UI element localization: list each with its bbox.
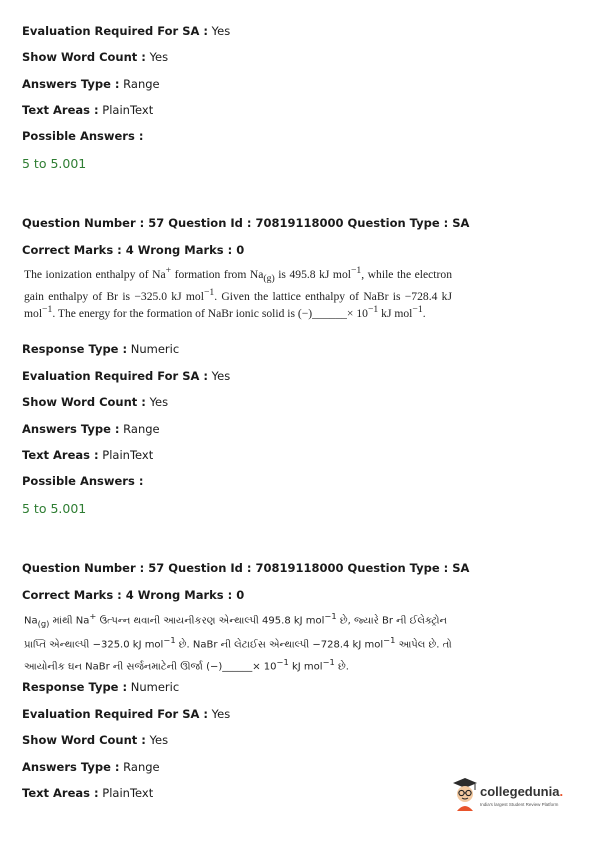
eval-required-row: Evaluation Required For SA : Yes — [22, 24, 231, 38]
answers-type-row: Answers Type : Range — [22, 422, 160, 436]
text-areas-row: Text Areas : PlainText — [22, 786, 154, 800]
eval-required-row: Evaluation Required For SA : Yes — [22, 369, 231, 383]
eval-required-row: Evaluation Required For SA : Yes — [22, 707, 231, 721]
possible-answer-value: 5 to 5.001 — [22, 501, 87, 516]
response-type-row: Response Type : Numeric — [22, 342, 180, 356]
word-count-row: Show Word Count : Yes — [22, 50, 169, 64]
collegedunia-logo — [452, 772, 582, 820]
question-number-row: Question Number : 57 Question Id : 70819118000 Question Type : SA — [22, 561, 470, 575]
word-count-row: Show Word Count : Yes — [22, 395, 169, 409]
question-text-gujarati: $Na_{(g)}$ માંથી Na+ ઉત્પન્ન થવાની આયનીકરણ એન્થાલ્પી 495.8 kJ mol$^{-1}$ છે, જ્યારે Br ની ઈલેક્ટ્રોન પ્રાપ્તિ એન્થાલ્પી −325.0 kJ mol$^{-1}$ છે. NaBr ની લેટાઈસ એન્થાલ્પી −728.4 kJ mol$^{-1}$ આપેલ છે. તો આયોનીક ઘન NaBr ની સર્જનમાટેની ઊર્જા (−)______× $10^{-1}$ kJ mol$^{-1}$ છે. — [24, 611, 452, 672]
possible-answers-label: Possible Answers : — [22, 474, 144, 488]
answers-type-row: Answers Type : Range — [22, 77, 160, 91]
text-areas-row: Text Areas : PlainText — [22, 103, 154, 117]
marks-row: Correct Marks : 4 Wrong Marks : 0 — [22, 588, 245, 602]
question-number-row: Question Number : 57 Question Id : 70819118000 Question Type : SA — [22, 216, 470, 230]
possible-answers-label: Possible Answers : — [22, 129, 144, 143]
text-areas-row: Text Areas : PlainText — [22, 448, 154, 462]
marks-row: Correct Marks : 4 Wrong Marks : 0 — [22, 243, 245, 257]
response-type-row: Response Type : Numeric — [22, 680, 180, 694]
logo-tagline: India's largest Student Review Platform — [480, 802, 559, 807]
question-text-english: The ionization enthalpy of Na+ formation from $Na_{(g)}$ is 495.8 kJ mol$^{-1}$, while the electron gain enthalpy of Br is −325.0 kJ mol$^{-1}$. Given the lattice enthalpy of NaBr is −728.4 kJ mol$^{-1}$. The energy for the formation of NaBr ionic solid is (−)______× $10^{-1}$ kJ mol$^{-1}$. — [24, 265, 452, 320]
word-count-row: Show Word Count : Yes — [22, 733, 169, 747]
student-mascot-icon — [452, 776, 478, 812]
logo-wordmark: collegedunia. — [480, 784, 564, 799]
possible-answer-value: 5 to 5.001 — [22, 156, 87, 171]
answers-type-row: Answers Type : Range — [22, 760, 160, 774]
